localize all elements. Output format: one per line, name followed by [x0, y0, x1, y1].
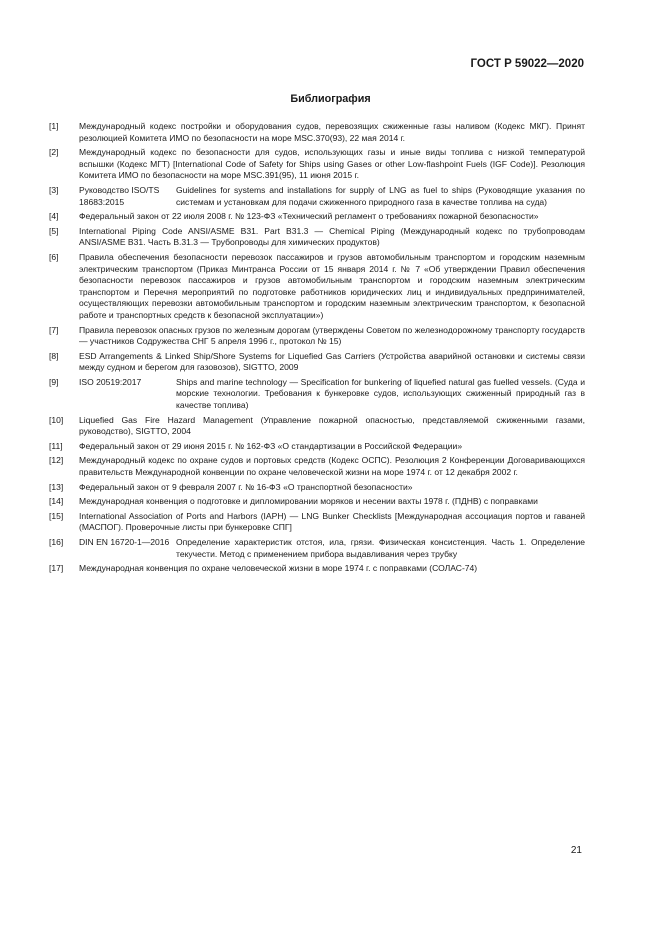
bibliography-entry — [49, 563, 585, 575]
entry-text: Ships and marine technology — Specification for bunkering of liquefied natural gas fuelled vessels. (Суда и морские технологии. Требования к бункеровке судов, использующих сжиженный природный газ в качестве топлива) — [176, 376, 585, 411]
entry-number: [8] — [49, 350, 59, 361]
entry-number: [16] — [49, 537, 64, 547]
entry-number: [15] — [49, 510, 64, 521]
bibliography-entry — [49, 211, 585, 223]
entry-text: Правила перевозок опасных грузов по железным дорогам (утверждены Советом по железнодорожному транспорту государств — участников Содружества СНГ 5 апреля 1996 г., протокол № 15) — [79, 324, 585, 347]
entry-text: Международный кодекс по охране судов и портовых средств (Кодекс ОСПС). Резолюция 2 Конференции Договаривающихся правительств Международной конвенции по охране человеческой жизни на море 1974 г. от 12 декабря 2002 г. — [79, 455, 585, 478]
entry-number: [17] — [49, 563, 64, 574]
entry-number: [11] — [49, 440, 63, 451]
entry-text: ESD Arrangements & Linked Ship/Shore Systems for Liquefied Gas Carriers (Устройства аварийной остановки и системы связи между судном и берегом для газовозов), SIGTTO, 2009 — [79, 350, 585, 373]
entry-number: [12] — [49, 455, 64, 466]
entry-number: [6] — [49, 251, 59, 262]
entry-text: Международный кодекс по безопасности для судов, использующих газы и иные виды топлива с низкой температурой вспышки (Кодекс МГТ) [International Code of Safety for Ships using Gases or other Low-flashpoint Fuels (IGF Code)]. Резолюция Комитета ИМО по безопасности на море MSC.391(95), 11 июня 2015 г. — [79, 147, 585, 181]
entry-number: [1] — [49, 121, 59, 131]
bibliography-entry — [49, 537, 585, 560]
entry-code: DIN EN 16720-1—2016 — [79, 537, 170, 547]
document-code: ГОСТ Р 59022—2020 — [470, 58, 584, 70]
entry-code: Руководство ISO/TS 18683:2015 — [79, 184, 160, 207]
bibliography-list — [49, 121, 585, 578]
bibliography-entry — [49, 441, 585, 453]
entry-number: [10] — [49, 414, 64, 425]
bibliography-entry — [49, 496, 585, 508]
entry-text: Международный кодекс постройки и оборудования судов, перевозящих сжиженные газы наливом (Кодекс МКГ). Принят резолюцией Комитета ИМО по безопасности на море MSC.370(93), 22 мая 2014 г. — [79, 121, 585, 143]
entry-number: [14] — [49, 496, 64, 507]
bibliography-entry — [49, 351, 585, 374]
entry-text: Определение характеристик отстоя, ила, грязи. Физическая консистенция. Часть 1. Определение текучести. Метод с применением прибора выдавливания через трубку — [176, 537, 585, 559]
entry-number: [4] — [49, 211, 59, 222]
entry-text: International Piping Code ANSI/ASME B31. Part B31.3 — Chemical Piping (Международный кодекс по трубопроводам ANSI/ASME B31. Часть В.31.3 — Трубопроводы для химических продуктов) — [79, 225, 585, 248]
entry-text: Федеральный закон от 29 июня 2015 г. № 162-ФЗ «О стандартизации в Российской Федерации» — [79, 440, 463, 451]
bibliography-entry — [49, 252, 585, 322]
entry-text: Федеральный закон от 9 февраля 2007 г. № 16-ФЗ «О транспортной безопасности» — [79, 481, 413, 492]
entry-text: Международная конвенция о подготовке и дипломировании моряков и несении вахты 1978 г. (ПДНВ) с поправками — [79, 496, 538, 507]
bibliography-entry — [49, 325, 585, 348]
bibliography-entry — [49, 377, 585, 412]
bibliography-entry — [49, 511, 585, 534]
bibliography-entry — [49, 226, 585, 249]
bibliography-entry — [49, 455, 585, 478]
entry-number: [3] — [49, 184, 59, 195]
entry-code: ISO 20519:2017 — [79, 376, 142, 387]
bibliography-entry — [49, 185, 585, 208]
bibliography-entry — [49, 147, 585, 182]
entry-text: Guidelines for systems and installations for supply of LNG as fuel to ships (Руководящие указания по системам и установкам для подачи сжиженного природного газа в качестве топлива на суда) — [176, 184, 585, 207]
entry-number: [13] — [49, 481, 64, 492]
entry-number: [7] — [49, 324, 59, 335]
entry-number: [2] — [49, 147, 59, 158]
entry-text: Liquefied Gas Fire Hazard Management (Управление пожарной опасностью, представляемой сжиженными газами, руководство), SIGTTO, 2004 — [79, 414, 585, 437]
entry-number: [9] — [49, 376, 59, 387]
bibliography-entry — [49, 415, 585, 438]
entry-text: International Association of Ports and Harbors (IAPH) — LNG Bunker Checklists [Международная ассоциация портов и гаваней (МАСПОГ). Проверочные листы при бункеровке СПГ] — [79, 510, 585, 533]
page-number: 21 — [570, 845, 582, 856]
bibliography-entry — [49, 482, 585, 494]
entry-text: Международная конвенция по охране человеческой жизни в море 1974 г. с поправками (СОЛАС-74) — [79, 563, 478, 574]
bibliography-entry — [49, 121, 585, 144]
entry-text: Правила обеспечения безопасности перевозок пассажиров и грузов автомобильным транспортом и городским наземным электрическим транспортом (Приказ Минтранса России от 15 января 2014 г. № 7 «Об утверждении Правил обеспечения безопасности перевозок пассажиров и грузов автомобильным транспортом и городским наземным электрическим транспортом и Перечня мероприятий по подготовке работников юридических лиц и индивидуальных предпринимателей, осуществляющих перевозки автомобильным транспортом и городским наземным электрическим транспортом, к безопасной работе и транспортных средств к безопасной эксплуатации») — [79, 251, 585, 320]
section-title: Библиография — [290, 93, 371, 105]
entry-text: Федеральный закон от 22 июля 2008 г. № 123-ФЗ «Технический регламент о требованиях пожарной безопасности» — [79, 211, 539, 222]
entry-number: [5] — [49, 225, 59, 236]
